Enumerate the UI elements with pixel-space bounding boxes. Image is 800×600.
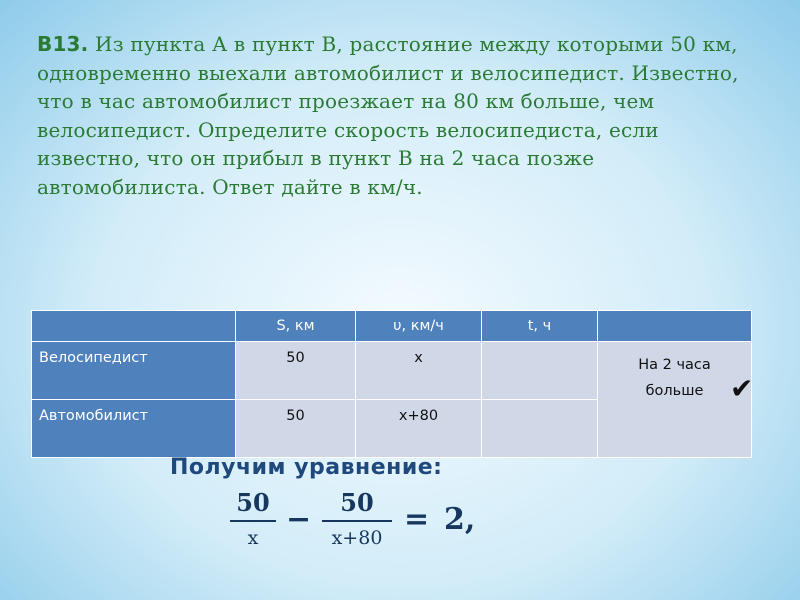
equals-sign: = (404, 502, 430, 537)
row-label-motorist: Автомобилист (32, 400, 236, 458)
time-difference-line1: На 2 часа (638, 357, 711, 373)
motorist-speed: x+80 (356, 400, 482, 458)
data-table (31, 310, 752, 458)
header-cell-empty-right (598, 311, 752, 342)
fraction-bar (230, 520, 276, 522)
motorist-distance: 50 (236, 400, 356, 458)
row-label-cyclist: Велосипедист (32, 342, 236, 400)
equation-result: 2, (444, 502, 476, 537)
equation-title: Получим уравнение: (170, 455, 443, 480)
table-header-row (32, 311, 752, 342)
fraction-first-denominator: x (247, 527, 259, 549)
header-distance: S, км (236, 311, 356, 342)
problem-number: В13. (37, 32, 89, 56)
fraction-bar (322, 520, 392, 522)
problem-statement: Из пункта А в пункт В, расстояние между которыми 50 км, одновременно выехали автомобилист и велосипедист. Известно, что в час автомобилист проезжает на 80 км больше, чем велосипедист. Определите скорость велосипедиста, если известно, что он прибыл в пункт В на 2 часа позже автомобилиста. Ответ дайте в км/ч. (37, 32, 739, 199)
fraction-second (322, 488, 392, 552)
header-speed: υ, км/ч (356, 311, 482, 342)
table-row (32, 342, 752, 400)
header-time: t, ч (482, 311, 598, 342)
fraction-first-numerator: 50 (236, 488, 270, 517)
time-difference-line2: больше (645, 383, 704, 399)
cyclist-speed: x (356, 342, 482, 400)
problem-text (37, 30, 767, 201)
fraction-second-denominator: x+80 (331, 527, 383, 549)
fraction-first (230, 488, 276, 552)
cyclist-distance: 50 (236, 342, 356, 400)
cyclist-time (482, 342, 598, 400)
checkmark-icon: ✔ (730, 372, 754, 405)
fraction-second-numerator: 50 (340, 488, 374, 517)
motorist-time (482, 400, 598, 458)
header-cell-empty (32, 311, 236, 342)
time-difference-cell (598, 342, 752, 458)
minus-sign: − (286, 502, 312, 537)
